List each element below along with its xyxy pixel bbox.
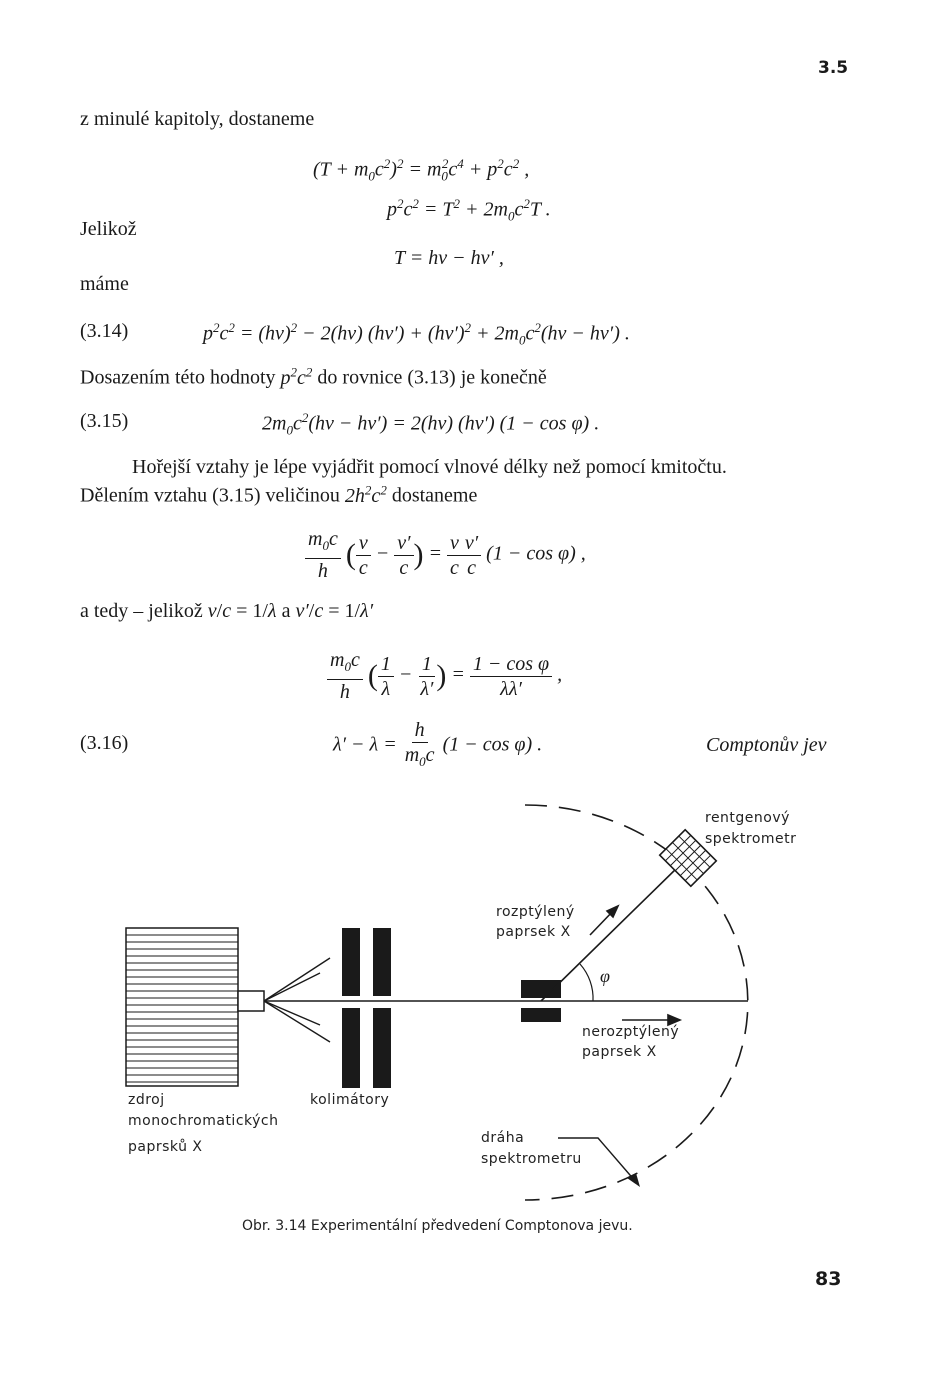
scatterer-bottom bbox=[521, 1008, 561, 1022]
dosazenim-text-2: do rovnice (3.13) je konečně bbox=[317, 366, 547, 389]
equation-fraction-1: $\frac{m_0c}{h}$ ( $\frac{\nu}{c}$ − $\frac{\nu'}{c}$ ) = $\frac{\nu}{c}$ $\frac{\nu'}{c}$ (1 − cos φ) , bbox=[305, 527, 586, 583]
angle-arc bbox=[580, 964, 593, 1001]
compton-experiment-figure bbox=[0, 780, 945, 1250]
mame-text: máme bbox=[80, 273, 129, 295]
equation-1: $(T + m_0c^2)^2 = m_0^2c^4 + p^2c^2$ , bbox=[313, 156, 530, 184]
eq-label-315: (3.15) bbox=[80, 410, 129, 432]
scatterer-top bbox=[521, 980, 561, 998]
delenim-text-1: Dělením vztahu (3.15) veličinou bbox=[80, 484, 340, 507]
page-number: 83 bbox=[815, 1268, 842, 1290]
label-unscattered-2: paprsek X bbox=[582, 1044, 657, 1060]
label-source-1: zdroj bbox=[128, 1092, 165, 1108]
label-scattered-1: rozptýlený bbox=[496, 904, 575, 920]
label-path-2: spektrometru bbox=[481, 1151, 582, 1167]
eq-label-316: (3.16) bbox=[80, 732, 129, 754]
eq-label-314: (3.14) bbox=[80, 320, 129, 342]
x-ray-source-window bbox=[238, 991, 264, 1011]
equation-314: $p^2c^2 = (h\nu)^2 - 2(h\nu) (h\nu') + (h\nu')^2 + 2m_0c^2(h\nu - h\nu')$ . bbox=[203, 320, 630, 348]
label-spectrometer-1: rentgenový bbox=[705, 810, 790, 826]
label-angle-phi: φ bbox=[600, 966, 610, 986]
figure-caption: Obr. 3.14 Experimentální předvedení Comptonova jevu. bbox=[242, 1218, 633, 1234]
collimators bbox=[342, 928, 391, 1088]
label-scattered-2: paprsek X bbox=[496, 924, 571, 940]
dosazenim-text-1: Dosazením této hodnoty bbox=[80, 366, 276, 389]
equation-315: $2m_0c^2(h\nu - h\nu') = 2(h\nu)$ (hν′) (1 − cos φ) . bbox=[262, 410, 600, 438]
label-source-3: paprsků X bbox=[128, 1139, 203, 1155]
section-number: 3.5 bbox=[818, 58, 849, 78]
label-source-2: monochromatických bbox=[128, 1113, 279, 1129]
label-collimators: kolimátory bbox=[310, 1092, 390, 1108]
atedy-line: a tedy – jelikož ν/c = 1/λ a ν′/c = 1/λ′ bbox=[80, 600, 374, 622]
x-ray-source bbox=[126, 928, 238, 1086]
equation-316: λ′ − λ = $\frac{h}{m_0c}$ (1 − cos φ) . bbox=[333, 719, 543, 769]
delenim-text-2: dostaneme bbox=[391, 484, 478, 507]
delenim-line: Dělením vztahu (3.15) veličinou $2h^2c^2$ dostaneme bbox=[80, 482, 478, 507]
label-unscattered-1: nerozptýlený bbox=[582, 1024, 680, 1040]
dosazenim-line: Dosazením této hodnoty $p^2c^2$ do rovnice (3.13) je konečně bbox=[80, 364, 547, 389]
emitted-rays bbox=[264, 958, 330, 1042]
margin-label-compton: Comptonův jev bbox=[706, 734, 827, 756]
atedy-text: a tedy – jelikož bbox=[80, 600, 203, 622]
spectrometer-path-arc bbox=[525, 805, 748, 1200]
label-path-1: dráha bbox=[481, 1130, 525, 1146]
equation-fraction-2: $\frac{m_0c}{h}$ ( $\frac{1}{\lambda}$ − $\frac{1}{\lambda'}$ ) = $\frac{\text{1 − cos φ}}{\lambda\lambda'}$ , bbox=[327, 648, 562, 704]
equation-3: T = hν − hν′ , bbox=[394, 247, 504, 269]
horejsi-text: Hořejší vztahy je lépe vyjádřit pomocí vlnové délky než pomocí kmitočtu. bbox=[132, 456, 727, 478]
label-spectrometer-2: spektrometr bbox=[705, 831, 797, 847]
path-pointer-head bbox=[627, 1173, 640, 1187]
intro-text: z minulé kapitoly, dostaneme bbox=[80, 108, 315, 130]
jelikoz-text: Jelikož bbox=[80, 218, 137, 240]
equation-2: $p^2c^2 = T^2 + 2m_0c^2T$ . bbox=[387, 196, 551, 224]
